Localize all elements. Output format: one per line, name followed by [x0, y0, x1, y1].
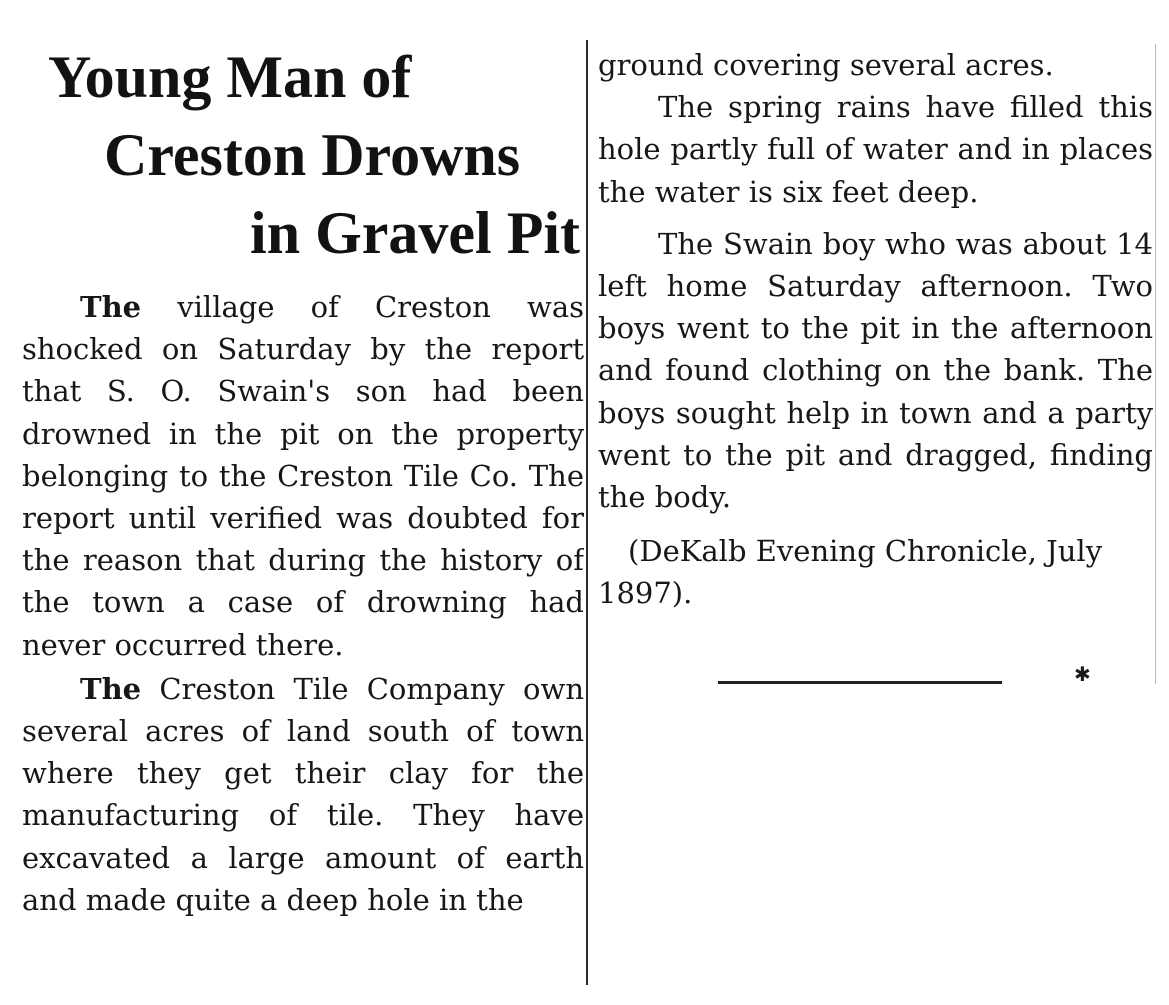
- paragraph-1: [22, 286, 584, 666]
- paragraph-2-text: Creston Tile Company own several acres of land south of town where they get their clay for the manufacturing of tile. They have excavated a large amount of earth and made quite a deep hole in the: [22, 671, 584, 917]
- paragraph-1-text: village of Creston was shocked on Saturday by the report that S. O. Swain's son had been drowned in the pit on the property belonging to the Creston Tile Co. The report until verified was doubted for the reason that during the history of the town a case of drowning had never occurred there.: [22, 290, 584, 662]
- headline: [22, 38, 584, 272]
- source-credit: (DeKalb Evening Chronicle, July 1897).: [598, 534, 1103, 611]
- headline-line-1: Young Man of: [48, 44, 412, 110]
- headline-line-2: Creston Drowns: [104, 122, 521, 188]
- paragraph-4: The Swain boy who was about 14 left home Saturday afternoon. Two boys went to the pit in the afternoon and found clothing on the bank. The boys sought help in town and a party went to the pit and dragged, finding the body.: [598, 226, 1153, 515]
- headline-line-3: in Gravel Pit: [250, 200, 580, 266]
- paragraph-1-lead: The: [80, 290, 142, 324]
- paragraph-2: [22, 668, 584, 921]
- column-rule: [586, 40, 588, 985]
- end-rule: [718, 681, 1002, 684]
- end-mark-icon: ✱: [1074, 662, 1091, 686]
- paragraph-2-continued: ground covering several acres.: [598, 48, 1054, 82]
- paragraph-3: The spring rains have filled this hole partly full of water and in places the water is six feet deep.: [598, 90, 1153, 209]
- right-column: [598, 44, 1153, 744]
- paragraph-2-lead: The: [80, 671, 142, 706]
- clipping-edge: [1155, 44, 1156, 684]
- left-column: [22, 38, 584, 998]
